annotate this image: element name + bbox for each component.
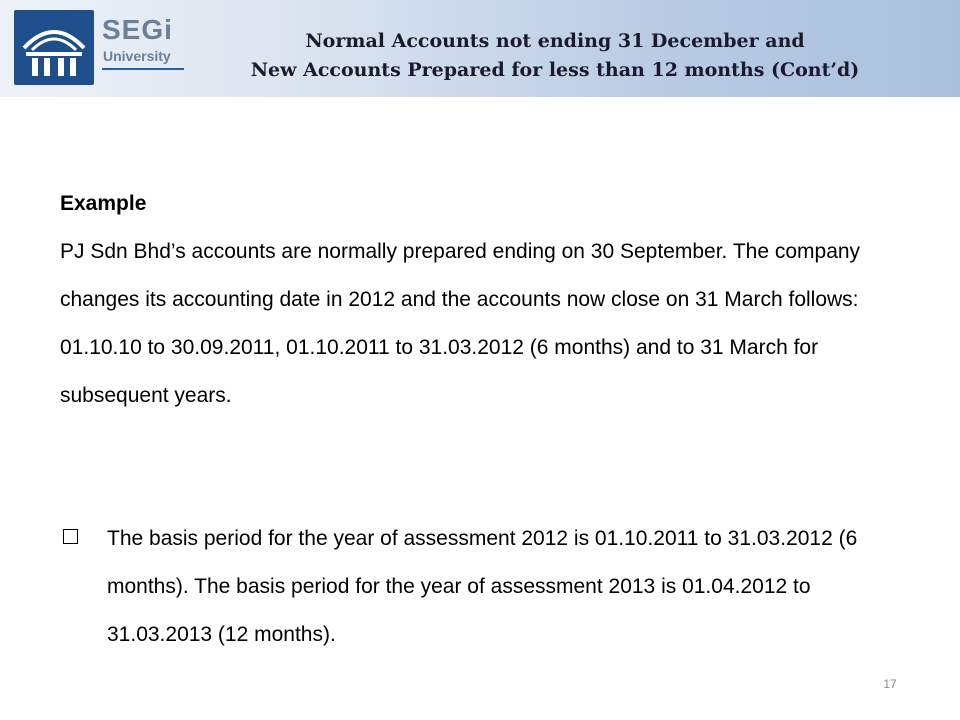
page-number: 17 <box>883 677 897 691</box>
slide-title <box>190 27 920 85</box>
example-paragraph: PJ Sdn Bhd’s accounts are normally prepared ending on 30 September. The company changes its accounting date in 2012 and the accounts now close on 31 March follows: 01.10.10 to 30.09.2011, 01.10.2011 to 31.03.2012 (6 months) and to 31 March for subsequent years. <box>60 240 861 407</box>
title-line-1: Normal Accounts not ending 31 December and <box>305 30 805 52</box>
checkbox-bullet-icon <box>63 529 78 544</box>
title-line-2: New Accounts Prepared for less than 12 months (Cont’d) <box>250 59 860 81</box>
example-block <box>60 180 920 420</box>
logo-name: SEGi <box>102 14 173 45</box>
header-band <box>0 0 960 97</box>
logo-subtitle: University <box>103 48 171 64</box>
university-logo <box>14 10 184 85</box>
logo-underline <box>102 68 184 70</box>
building-emblem-icon <box>14 10 94 85</box>
example-heading: Example <box>60 192 147 215</box>
bullet-text: The basis period for the year of assessment 2012 is 01.10.2011 to 31.03.2012 (6 months). The basis period for the year of assessment 2013 is 01.04.2012 to 31.03.2013 (12 months). <box>107 527 858 646</box>
bullet-item <box>60 515 920 659</box>
